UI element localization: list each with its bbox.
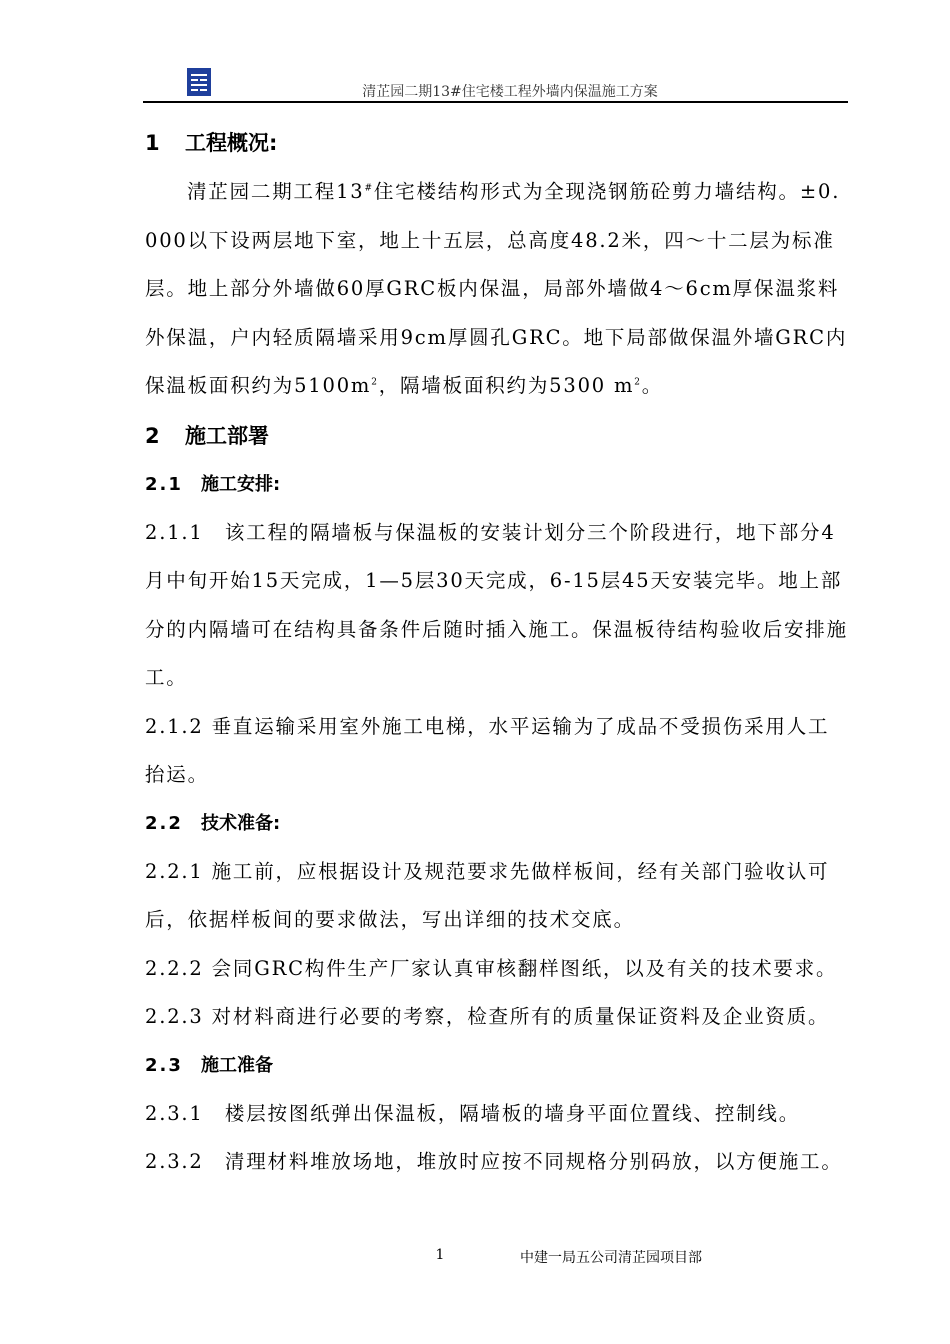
overview-text-d: 。 (641, 374, 664, 397)
overview-paragraph (145, 168, 850, 411)
overview-text-c: ，隔墙板面积约为5300 m (378, 374, 635, 397)
subsection-number: 2.3 (145, 1054, 183, 1076)
header-divider (143, 101, 848, 103)
paragraph-2-3-1: 2.3.1 楼层按图纸弹出保温板，隔墙板的墙身平面位置线、控制线。 (145, 1101, 801, 1125)
subsection-title: 施工安排: (201, 473, 281, 495)
footer-organization: 中建一局五公司清芷园项目部 (520, 1250, 702, 1266)
logo-icon (187, 68, 211, 96)
document-body (145, 118, 850, 1187)
section-title: 施工部署 (185, 423, 269, 448)
section-2-1-heading (145, 461, 850, 509)
section-2-2-heading (145, 800, 850, 848)
paragraph-2-1-2: 2.1.2 垂直运输采用室外施工电梯，水平运输为了成品不受损伤采用人工抬运。 (145, 714, 830, 786)
overview-text-b: 住宅楼结构形式为全现浇钢筋砼剪力墙结构。±0.000以下设两层地下室，地上十五层，总高度48.2米，四～十二层为标准层。地上部分外墙做60厚GRC板内保温，局部外墙做4～6cm厚保温浆料外保温，户内轻质隔墙采用9cm厚圆孔GRC。地下局部做保温外墙GRC内保温板面积约为5100m (145, 180, 848, 397)
company-logo (187, 68, 211, 96)
subsection-title: 技术准备: (201, 812, 281, 834)
overview-sup: # (364, 183, 374, 194)
header-title: 清芷园二期13#住宅楼工程外墙内保温施工方案 (362, 84, 658, 100)
subsection-number: 2.2 (145, 812, 183, 834)
section-1-heading (145, 118, 850, 168)
subsection-number: 2.1 (145, 473, 183, 495)
section-number: 1 (145, 131, 160, 155)
overview-text-a: 清芷园二期工程13 (187, 180, 365, 203)
section-title: 工程概况: (185, 131, 278, 155)
subsection-title: 施工准备 (201, 1054, 273, 1076)
section-2-heading (145, 411, 850, 461)
paragraph-2-2-1: 2.2.1 施工前，应根据设计及规范要求先做样板间，经有关部门验收认可后，依据样板间的要求做法，写出详细的技术交底。 (145, 859, 830, 931)
paragraph-2-1-1: 2.1.1 该工程的隔墙板与保温板的安装计划分三个阶段进行，地下部分4月中旬开始15天完成，1—5层30天完成，6-15层45天安装完毕。地上部分的内隔墙可在结构具备条件后随时插入施工。保温板待结构验收后安排施工。 (145, 520, 848, 689)
section-number: 2 (145, 423, 160, 448)
paragraph-2-3-2: 2.3.2 清理材料堆放场地，堆放时应按不同规格分别码放，以方便施工。 (145, 1150, 843, 1173)
page-number: 1 (435, 1247, 445, 1263)
paragraph-2-2-3: 2.2.3 对材料商进行必要的考察，检查所有的质量保证资料及企业资质。 (145, 1005, 830, 1028)
paragraph-2-2-2: 2.2.2 会同GRC构件生产厂家认真审核翻样图纸，以及有关的技术要求。 (145, 956, 838, 980)
overview-sup2: 2 (371, 377, 379, 388)
section-2-3-heading (145, 1042, 850, 1090)
overview-sup3: 2 (634, 377, 642, 388)
